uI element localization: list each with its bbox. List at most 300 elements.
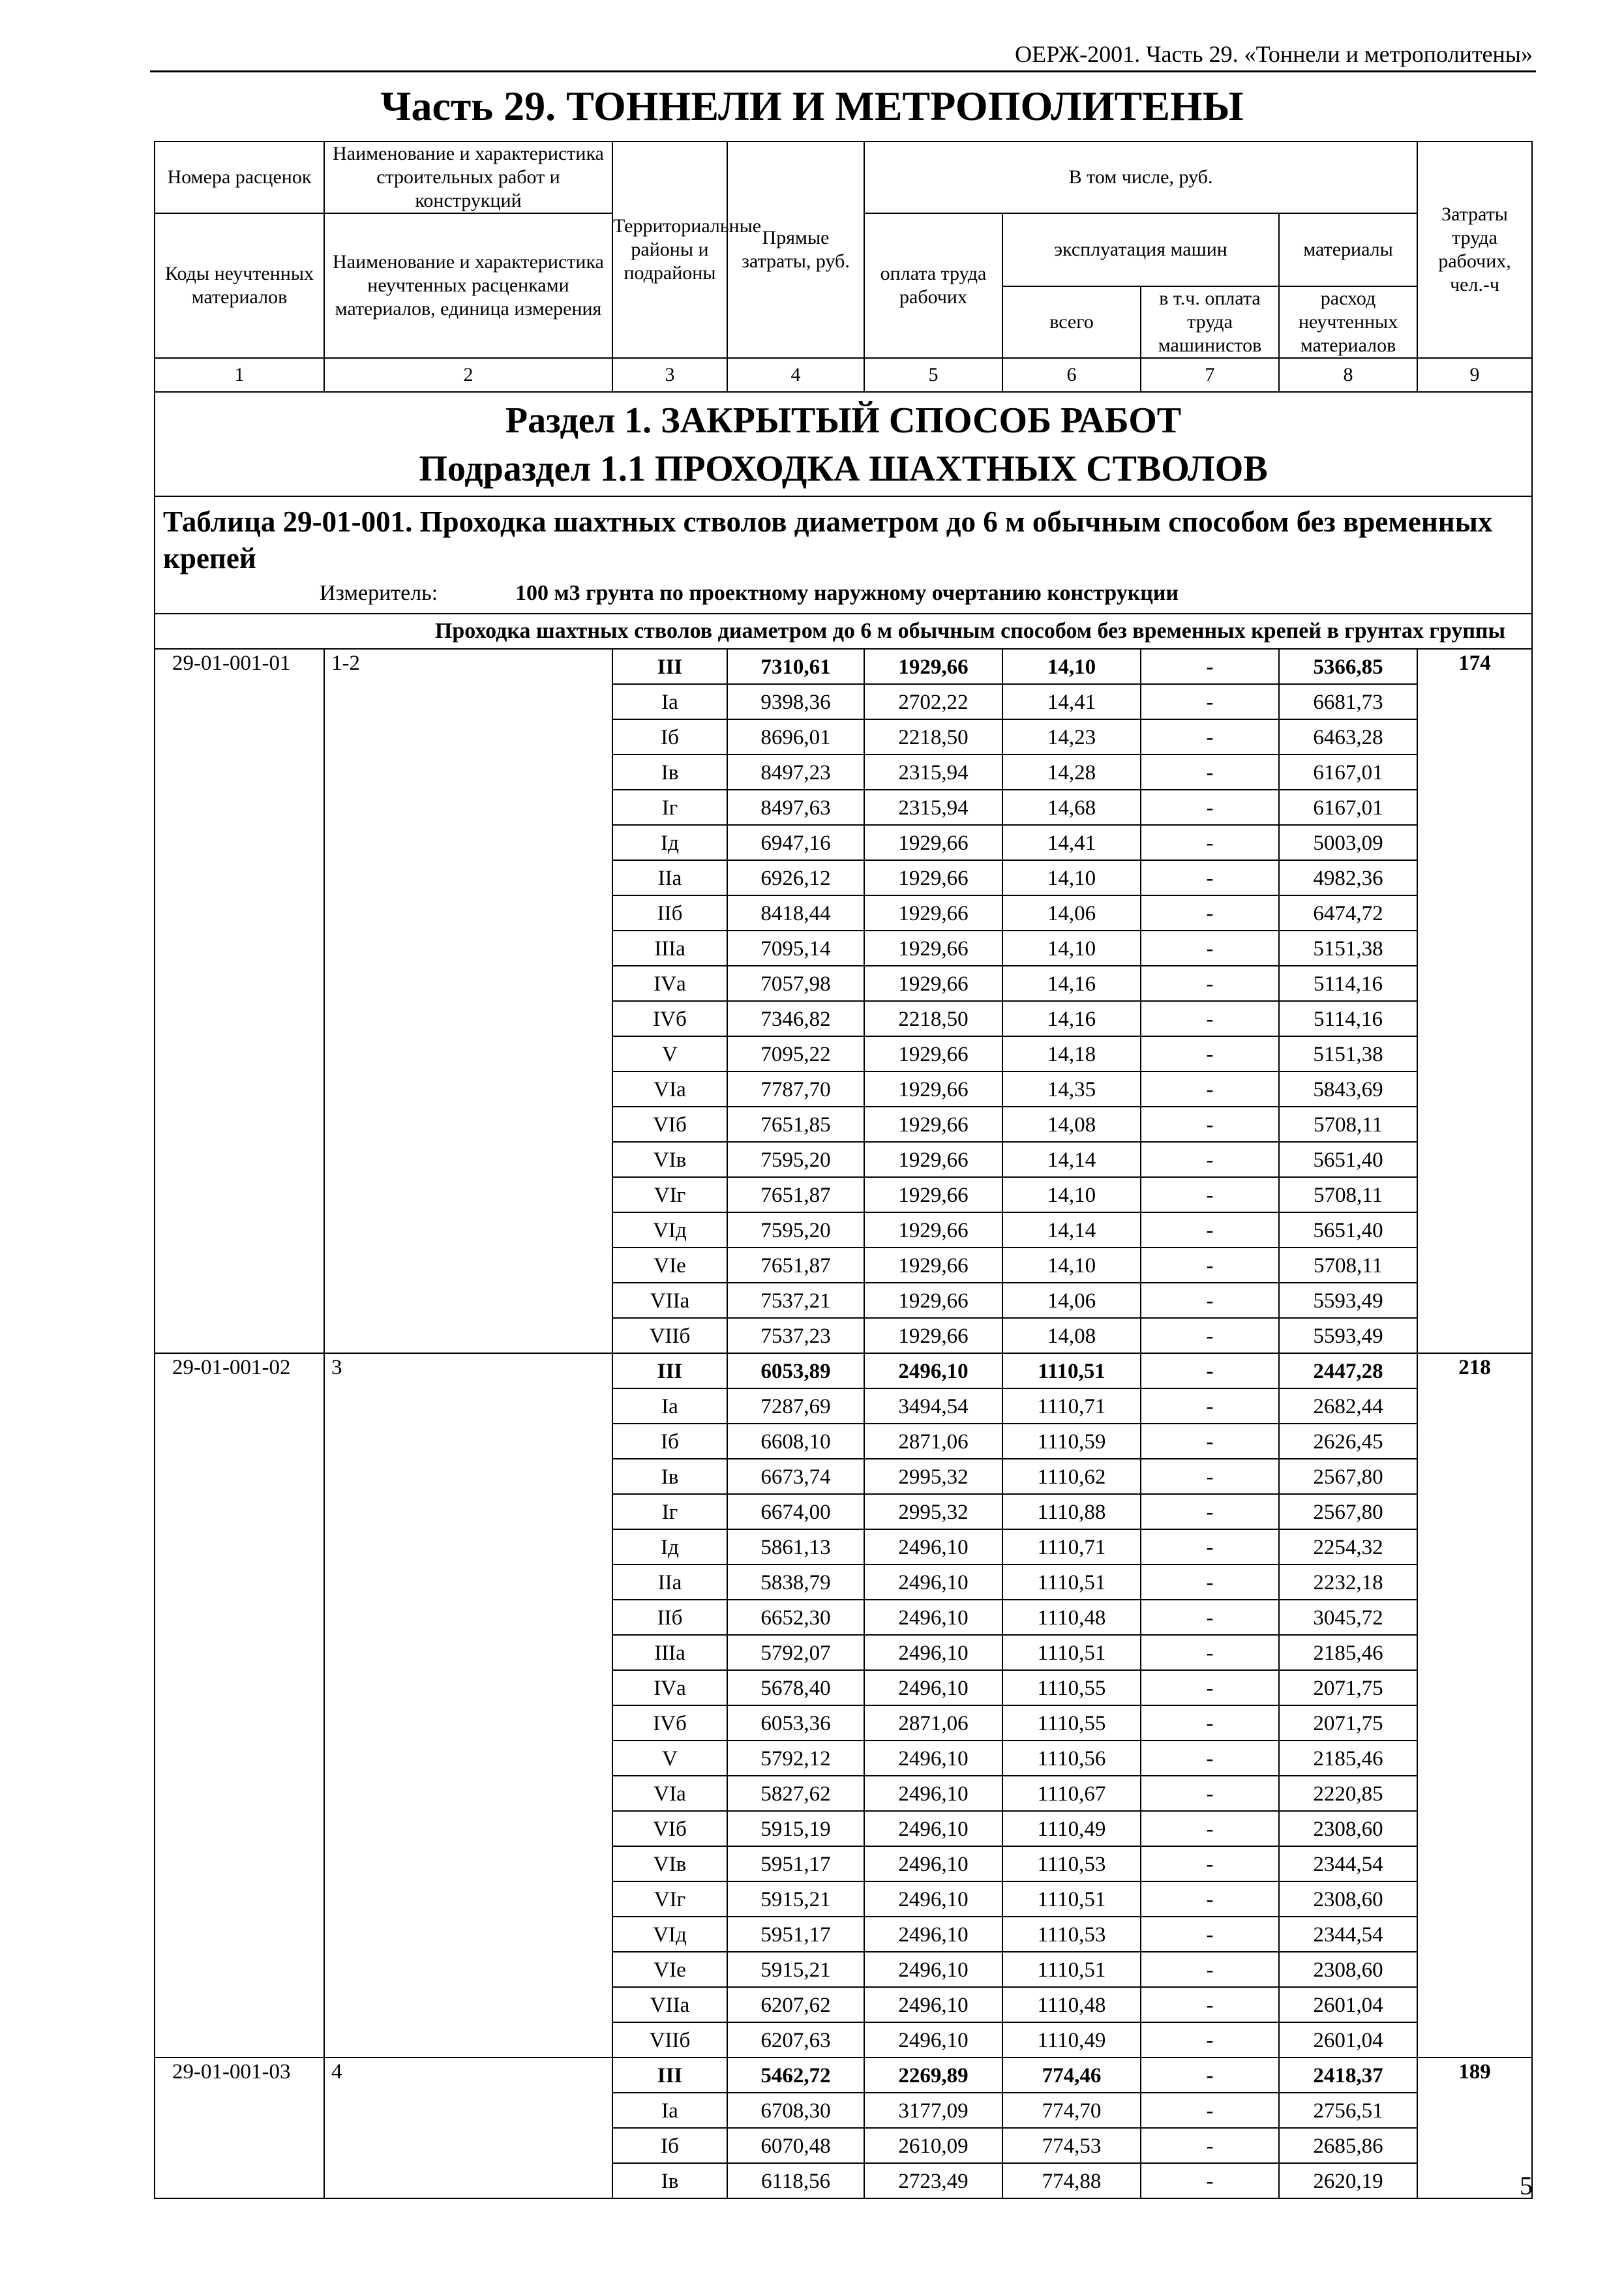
operators-pay-cell: - — [1141, 1776, 1279, 1811]
labor-pay-cell: 2496,10 — [864, 1917, 1002, 1952]
district-cell: IIб — [612, 895, 727, 931]
operators-pay-cell: - — [1141, 1248, 1279, 1283]
col3-header: Территориальные районы и подрайоны — [612, 142, 727, 358]
direct-cost-cell: 6207,62 — [727, 1987, 864, 2022]
direct-cost-cell: 7651,87 — [727, 1248, 864, 1283]
machines-total-cell: 14,28 — [1002, 755, 1141, 790]
direct-cost-cell: 5678,40 — [727, 1670, 864, 1705]
machines-total-cell: 1110,51 — [1002, 1952, 1141, 1987]
operators-pay-cell: - — [1141, 1917, 1279, 1952]
column-number: 9 — [1417, 358, 1532, 392]
direct-cost-cell: 8418,44 — [727, 895, 864, 931]
running-header: ОЕРЖ-2001. Часть 29. «Тоннели и метрополитены» — [1015, 41, 1533, 67]
materials-cell: 6167,01 — [1279, 790, 1417, 825]
machines-total-cell: 774,53 — [1002, 2128, 1141, 2163]
materials-cell: 2185,46 — [1279, 1635, 1417, 1670]
table-title-row — [155, 496, 1532, 614]
direct-cost-cell: 7595,20 — [727, 1142, 864, 1177]
district-cell: VIе — [612, 1248, 727, 1283]
subsection-title: Подраздел 1.1 ПРОХОДКА ШАХТНЫХ СТВОЛОВ — [419, 449, 1268, 489]
labor-pay-cell: 1929,66 — [864, 1212, 1002, 1248]
district-cell: III — [612, 2057, 727, 2093]
labor-pay-cell: 2496,10 — [864, 1635, 1002, 1670]
district-cell: VIIб — [612, 1318, 727, 1353]
labor-cost-cell: 189 — [1417, 2057, 1532, 2198]
labor-pay-cell: 2995,32 — [864, 1459, 1002, 1494]
materials-cell: 5708,11 — [1279, 1177, 1417, 1212]
district-cell: IIIа — [612, 1635, 727, 1670]
direct-cost-cell: 7787,70 — [727, 1071, 864, 1107]
work-name-cell: 4 — [324, 2057, 612, 2198]
operators-pay-cell: - — [1141, 1670, 1279, 1705]
machines-total-cell: 1110,53 — [1002, 1846, 1141, 1881]
direct-cost-cell: 6926,12 — [727, 860, 864, 895]
machines-total-cell: 1110,59 — [1002, 1424, 1141, 1459]
operators-pay-cell: - — [1141, 1318, 1279, 1353]
district-cell: IIб — [612, 1600, 727, 1635]
materials-cell: 2344,54 — [1279, 1846, 1417, 1881]
table-heading — [155, 496, 1532, 614]
labor-pay-cell: 2269,89 — [864, 2057, 1002, 2093]
column-number: 6 — [1002, 358, 1141, 392]
materials-cell: 5114,16 — [1279, 966, 1417, 1001]
machines-total-cell: 1110,48 — [1002, 1600, 1141, 1635]
materials-cell: 2071,75 — [1279, 1670, 1417, 1705]
district-cell: VIб — [612, 1811, 727, 1846]
header-rule — [150, 70, 1536, 72]
materials-cell: 2756,51 — [1279, 2093, 1417, 2128]
materials-cell: 2344,54 — [1279, 1917, 1417, 1952]
operators-pay-cell: - — [1141, 755, 1279, 790]
col7-header: в т.ч. оплата труда машинистов — [1141, 286, 1279, 358]
labor-pay-cell: 2218,50 — [864, 719, 1002, 755]
machines-total-cell: 1110,51 — [1002, 1353, 1141, 1388]
district-cell: IIа — [612, 860, 727, 895]
column-number: 1 — [155, 358, 324, 392]
district-cell: IVа — [612, 1670, 727, 1705]
machines-total-cell: 1110,51 — [1002, 1635, 1141, 1670]
operators-pay-cell: - — [1141, 1036, 1279, 1071]
col8-header: расход неучтенных материалов — [1279, 286, 1417, 358]
breakdown-group-header: В том числе, руб. — [864, 142, 1417, 213]
table-row — [155, 649, 1532, 684]
labor-pay-cell: 1929,66 — [864, 1283, 1002, 1318]
materials-cell: 2601,04 — [1279, 1987, 1417, 2022]
district-cell: Iа — [612, 1388, 727, 1424]
operators-pay-cell: - — [1141, 1494, 1279, 1529]
materials-cell: 2567,80 — [1279, 1459, 1417, 1494]
machines-total-cell: 1110,67 — [1002, 1776, 1141, 1811]
operators-pay-cell: - — [1141, 2163, 1279, 2198]
labor-pay-cell: 1929,66 — [864, 1318, 1002, 1353]
labor-pay-cell: 1929,66 — [864, 931, 1002, 966]
operators-pay-cell: - — [1141, 1353, 1279, 1388]
machines-total-cell: 1110,51 — [1002, 1881, 1141, 1917]
direct-cost-cell: 7287,69 — [727, 1388, 864, 1424]
machines-total-cell: 774,88 — [1002, 2163, 1141, 2198]
operators-pay-cell: - — [1141, 1705, 1279, 1741]
work-name-cell: 3 — [324, 1353, 612, 2057]
machines-total-cell: 14,23 — [1002, 719, 1141, 755]
labor-pay-cell: 2610,09 — [864, 2128, 1002, 2163]
meter-row — [163, 578, 1531, 609]
materials-cell: 2232,18 — [1279, 1564, 1417, 1600]
part-title: Часть 29. ТОННЕЛИ И МЕТРОПОЛИТЕНЫ — [380, 83, 1244, 129]
col6-header: всего — [1002, 286, 1141, 358]
operators-pay-cell: - — [1141, 1741, 1279, 1776]
labor-pay-cell: 1929,66 — [864, 860, 1002, 895]
materials-cell: 4982,36 — [1279, 860, 1417, 895]
labor-pay-cell: 2315,94 — [864, 790, 1002, 825]
machines-total-cell: 14,35 — [1002, 1071, 1141, 1107]
machines-total-cell: 14,10 — [1002, 1248, 1141, 1283]
direct-cost-cell: 5462,72 — [727, 2057, 864, 2093]
materials-cell: 6474,72 — [1279, 895, 1417, 931]
col4-header: Прямые затраты, руб. — [727, 142, 864, 358]
operators-pay-cell: - — [1141, 684, 1279, 719]
col9-header: Затраты труда рабочих, чел.-ч — [1417, 142, 1532, 358]
materials-cell: 5708,11 — [1279, 1107, 1417, 1142]
page-number: 5 — [1520, 2171, 1533, 2200]
operators-pay-cell: - — [1141, 825, 1279, 860]
operators-pay-cell: - — [1141, 1212, 1279, 1248]
operators-pay-cell: - — [1141, 1388, 1279, 1424]
direct-cost-cell: 5792,12 — [727, 1741, 864, 1776]
district-cell: V — [612, 1741, 727, 1776]
machines-total-cell: 1110,48 — [1002, 1987, 1141, 2022]
operators-pay-cell: - — [1141, 1142, 1279, 1177]
machines-total-cell: 1110,62 — [1002, 1459, 1141, 1494]
machines-total-cell: 14,16 — [1002, 966, 1141, 1001]
labor-pay-cell: 2496,10 — [864, 1987, 1002, 2022]
machines-total-cell: 14,16 — [1002, 1001, 1141, 1036]
district-cell: Iб — [612, 719, 727, 755]
operators-pay-cell: - — [1141, 2022, 1279, 2057]
materials-cell: 2601,04 — [1279, 2022, 1417, 2057]
column-number: 4 — [727, 358, 864, 392]
col2-top-header: Наименование и характеристика строительных работ и конструкций — [324, 142, 612, 213]
operators-pay-cell: - — [1141, 790, 1279, 825]
direct-cost-cell: 6608,10 — [727, 1424, 864, 1459]
machines-total-cell: 14,14 — [1002, 1212, 1141, 1248]
district-cell: Iб — [612, 1424, 727, 1459]
header-row-1 — [155, 142, 1532, 213]
machines-header: эксплуатация машин — [1002, 213, 1279, 286]
district-cell: V — [612, 1036, 727, 1071]
materials-cell: 5151,38 — [1279, 931, 1417, 966]
operators-pay-cell: - — [1141, 1529, 1279, 1564]
caption-row — [155, 614, 1532, 649]
district-cell: VIIа — [612, 1987, 727, 2022]
machines-total-cell: 14,10 — [1002, 649, 1141, 684]
machines-total-cell: 14,06 — [1002, 1283, 1141, 1318]
direct-cost-cell: 7310,61 — [727, 649, 864, 684]
operators-pay-cell: - — [1141, 2057, 1279, 2093]
direct-cost-cell: 6947,16 — [727, 825, 864, 860]
meter-label: Измеритель: — [320, 581, 438, 605]
column-number: 2 — [324, 358, 612, 392]
operators-pay-cell: - — [1141, 1001, 1279, 1036]
table-row — [155, 2057, 1532, 2093]
direct-cost-cell: 5792,07 — [727, 1635, 864, 1670]
operators-pay-cell: - — [1141, 2093, 1279, 2128]
materials-cell: 2308,60 — [1279, 1952, 1417, 1987]
materials-cell: 2254,32 — [1279, 1529, 1417, 1564]
labor-pay-cell: 2496,10 — [864, 1600, 1002, 1635]
rate-code-cell: 29-01-001-03 — [155, 2057, 324, 2198]
materials-cell: 5651,40 — [1279, 1142, 1417, 1177]
labor-pay-cell: 1929,66 — [864, 1036, 1002, 1071]
labor-pay-cell: 2702,22 — [864, 684, 1002, 719]
machines-total-cell: 14,08 — [1002, 1107, 1141, 1142]
machines-total-cell: 1110,55 — [1002, 1670, 1141, 1705]
materials-cell: 2620,19 — [1279, 2163, 1417, 2198]
district-cell: VIа — [612, 1776, 727, 1811]
labor-pay-cell: 2496,10 — [864, 2022, 1002, 2057]
labor-pay-cell: 2496,10 — [864, 1846, 1002, 1881]
direct-cost-cell: 6674,00 — [727, 1494, 864, 1529]
table-title: Таблица 29-01-001. Проходка шахтных стволов диаметром до 6 м обычным способом без временных крепей — [163, 505, 1493, 575]
direct-cost-cell: 5915,19 — [727, 1811, 864, 1846]
materials-cell: 6681,73 — [1279, 684, 1417, 719]
machines-total-cell: 1110,51 — [1002, 1564, 1141, 1600]
labor-pay-cell: 1929,66 — [864, 1248, 1002, 1283]
machines-total-cell: 14,18 — [1002, 1036, 1141, 1071]
district-cell: VIб — [612, 1107, 727, 1142]
materials-cell: 5651,40 — [1279, 1212, 1417, 1248]
labor-cost-cell: 218 — [1417, 1353, 1532, 2057]
machines-total-cell: 774,46 — [1002, 2057, 1141, 2093]
labor-cost-cell: 174 — [1417, 649, 1532, 1353]
labor-pay-cell: 1929,66 — [864, 1177, 1002, 1212]
operators-pay-cell: - — [1141, 1635, 1279, 1670]
materials-cell: 2418,37 — [1279, 2057, 1417, 2093]
col1-top-header: Номера расценок — [155, 142, 324, 213]
materials-cell: 2685,86 — [1279, 2128, 1417, 2163]
district-cell: IVб — [612, 1705, 727, 1741]
labor-pay-cell: 2496,10 — [864, 1529, 1002, 1564]
labor-pay-cell: 2496,10 — [864, 1564, 1002, 1600]
materials-cell: 3045,72 — [1279, 1600, 1417, 1635]
direct-cost-cell: 5838,79 — [727, 1564, 864, 1600]
rates-table — [154, 141, 1533, 2199]
table-caption: Проходка шахтных стволов диаметром до 6 м обычным способом без временных крепей в грунтах группы — [155, 614, 1532, 649]
labor-pay-cell: 2496,10 — [864, 1811, 1002, 1846]
direct-cost-cell: 7595,20 — [727, 1212, 864, 1248]
direct-cost-cell: 5827,62 — [727, 1776, 864, 1811]
direct-cost-cell: 6652,30 — [727, 1600, 864, 1635]
machines-total-cell: 1110,88 — [1002, 1494, 1141, 1529]
materials-cell: 5151,38 — [1279, 1036, 1417, 1071]
materials-cell: 2567,80 — [1279, 1494, 1417, 1529]
district-cell: III — [612, 649, 727, 684]
direct-cost-cell: 7651,85 — [727, 1107, 864, 1142]
operators-pay-cell: - — [1141, 1459, 1279, 1494]
machines-total-cell: 14,41 — [1002, 825, 1141, 860]
machines-total-cell: 14,10 — [1002, 860, 1141, 895]
operators-pay-cell: - — [1141, 1881, 1279, 1917]
district-cell: Iа — [612, 684, 727, 719]
machines-total-cell: 14,14 — [1002, 1142, 1141, 1177]
district-cell: VIв — [612, 1142, 727, 1177]
machines-total-cell: 1110,71 — [1002, 1388, 1141, 1424]
labor-pay-cell: 1929,66 — [864, 895, 1002, 931]
labor-pay-cell: 2871,06 — [864, 1705, 1002, 1741]
machines-total-cell: 1110,56 — [1002, 1741, 1141, 1776]
operators-pay-cell: - — [1141, 719, 1279, 755]
operators-pay-cell: - — [1141, 1952, 1279, 1987]
district-cell: VIв — [612, 1846, 727, 1881]
direct-cost-cell: 6053,36 — [727, 1705, 864, 1741]
district-cell: Iв — [612, 2163, 727, 2198]
direct-cost-cell: 8497,23 — [727, 755, 864, 790]
meter-value: 100 м3 грунта по проектному наружному очертанию конструкции — [515, 581, 1179, 605]
operators-pay-cell: - — [1141, 2128, 1279, 2163]
machines-total-cell: 14,10 — [1002, 931, 1141, 966]
rate-code-cell: 29-01-001-01 — [155, 649, 324, 1353]
col1-bottom-header: Коды неучтенных материалов — [155, 213, 324, 358]
operators-pay-cell: - — [1141, 1283, 1279, 1318]
district-cell: Iв — [612, 1459, 727, 1494]
table-row — [155, 1353, 1532, 1388]
materials-cell: 6463,28 — [1279, 719, 1417, 755]
machines-total-cell: 1110,49 — [1002, 1811, 1141, 1846]
operators-pay-cell: - — [1141, 1564, 1279, 1600]
direct-cost-cell: 8696,01 — [727, 719, 864, 755]
materials-cell: 2071,75 — [1279, 1705, 1417, 1741]
district-cell: IIIа — [612, 931, 727, 966]
rate-code-cell: 29-01-001-02 — [155, 1353, 324, 2057]
operators-pay-cell: - — [1141, 1177, 1279, 1212]
machines-total-cell: 1110,71 — [1002, 1529, 1141, 1564]
column-number: 8 — [1279, 358, 1417, 392]
operators-pay-cell: - — [1141, 895, 1279, 931]
direct-cost-cell: 7346,82 — [727, 1001, 864, 1036]
direct-cost-cell: 6207,63 — [727, 2022, 864, 2057]
direct-cost-cell: 7537,23 — [727, 1318, 864, 1353]
labor-pay-cell: 2871,06 — [864, 1424, 1002, 1459]
machines-total-cell: 14,41 — [1002, 684, 1141, 719]
direct-cost-cell: 8497,63 — [727, 790, 864, 825]
direct-cost-cell: 5915,21 — [727, 1881, 864, 1917]
labor-pay-cell: 2218,50 — [864, 1001, 1002, 1036]
materials-cell: 5003,09 — [1279, 825, 1417, 860]
col5-header: оплата труда рабочих — [864, 213, 1002, 358]
direct-cost-cell: 5951,17 — [727, 1917, 864, 1952]
materials-cell: 2626,45 — [1279, 1424, 1417, 1459]
operators-pay-cell: - — [1141, 1424, 1279, 1459]
direct-cost-cell: 5915,21 — [727, 1952, 864, 1987]
operators-pay-cell: - — [1141, 1811, 1279, 1846]
labor-pay-cell: 1929,66 — [864, 1071, 1002, 1107]
materials-cell: 2185,46 — [1279, 1741, 1417, 1776]
machines-total-cell: 14,10 — [1002, 1177, 1141, 1212]
district-cell: Iд — [612, 825, 727, 860]
direct-cost-cell: 7095,22 — [727, 1036, 864, 1071]
materials-cell: 2682,44 — [1279, 1388, 1417, 1424]
district-cell: VIг — [612, 1177, 727, 1212]
direct-cost-cell: 6053,89 — [727, 1353, 864, 1388]
operators-pay-cell: - — [1141, 1107, 1279, 1142]
materials-cell: 2220,85 — [1279, 1776, 1417, 1811]
labor-pay-cell: 1929,66 — [864, 649, 1002, 684]
direct-cost-cell: 6708,30 — [727, 2093, 864, 2128]
column-number: 3 — [612, 358, 727, 392]
labor-pay-cell: 2315,94 — [864, 755, 1002, 790]
materials-cell: 2308,60 — [1279, 1881, 1417, 1917]
operators-pay-cell: - — [1141, 860, 1279, 895]
machines-total-cell: 1110,55 — [1002, 1705, 1141, 1741]
district-cell: VIе — [612, 1952, 727, 1987]
district-cell: III — [612, 1353, 727, 1388]
machines-total-cell: 774,70 — [1002, 2093, 1141, 2128]
labor-pay-cell: 2496,10 — [864, 1881, 1002, 1917]
direct-cost-cell: 9398,36 — [727, 684, 864, 719]
district-cell: Iг — [612, 790, 727, 825]
operators-pay-cell: - — [1141, 1071, 1279, 1107]
district-cell: VIд — [612, 1212, 727, 1248]
labor-pay-cell: 3177,09 — [864, 2093, 1002, 2128]
section-title: Раздел 1. ЗАКРЫТЫЙ СПОСОБ РАБОТ — [505, 400, 1182, 441]
district-cell: IVа — [612, 966, 727, 1001]
machines-total-cell: 14,08 — [1002, 1318, 1141, 1353]
column-number: 5 — [864, 358, 1002, 392]
district-cell: IVб — [612, 1001, 727, 1036]
column-number: 7 — [1141, 358, 1279, 392]
district-cell: Iг — [612, 1494, 727, 1529]
direct-cost-cell: 7057,98 — [727, 966, 864, 1001]
district-cell: Iв — [612, 755, 727, 790]
labor-pay-cell: 2496,10 — [864, 1952, 1002, 1987]
materials-cell: 2447,28 — [1279, 1353, 1417, 1388]
district-cell: VIа — [612, 1071, 727, 1107]
labor-pay-cell: 3494,54 — [864, 1388, 1002, 1424]
operators-pay-cell: - — [1141, 1600, 1279, 1635]
operators-pay-cell: - — [1141, 1987, 1279, 2022]
labor-pay-cell: 2496,10 — [864, 1741, 1002, 1776]
materials-cell: 5843,69 — [1279, 1071, 1417, 1107]
district-cell: Iб — [612, 2128, 727, 2163]
materials-cell: 5114,16 — [1279, 1001, 1417, 1036]
materials-cell: 5593,49 — [1279, 1283, 1417, 1318]
column-number-row — [155, 358, 1532, 392]
district-cell: Iа — [612, 2093, 727, 2128]
direct-cost-cell: 7537,21 — [727, 1283, 864, 1318]
machines-total-cell: 14,06 — [1002, 895, 1141, 931]
district-cell: VIг — [612, 1881, 727, 1917]
labor-pay-cell: 1929,66 — [864, 1107, 1002, 1142]
operators-pay-cell: - — [1141, 649, 1279, 684]
section-heading — [155, 392, 1532, 496]
direct-cost-cell: 7095,14 — [727, 931, 864, 966]
materials-cell: 5708,11 — [1279, 1248, 1417, 1283]
labor-pay-cell: 1929,66 — [864, 966, 1002, 1001]
materials-cell: 2308,60 — [1279, 1811, 1417, 1846]
machines-total-cell: 1110,53 — [1002, 1917, 1141, 1952]
materials-cell: 6167,01 — [1279, 755, 1417, 790]
operators-pay-cell: - — [1141, 1846, 1279, 1881]
district-cell: Iд — [612, 1529, 727, 1564]
labor-pay-cell: 1929,66 — [864, 825, 1002, 860]
direct-cost-cell: 6070,48 — [727, 2128, 864, 2163]
operators-pay-cell: - — [1141, 966, 1279, 1001]
labor-pay-cell: 2496,10 — [864, 1353, 1002, 1388]
labor-pay-cell: 2496,10 — [864, 1670, 1002, 1705]
direct-cost-cell: 5951,17 — [727, 1846, 864, 1881]
col2-bottom-header: Наименование и характеристика неучтенных расценками материалов, единица измерения — [324, 213, 612, 358]
direct-cost-cell: 5861,13 — [727, 1529, 864, 1564]
operators-pay-cell: - — [1141, 931, 1279, 966]
